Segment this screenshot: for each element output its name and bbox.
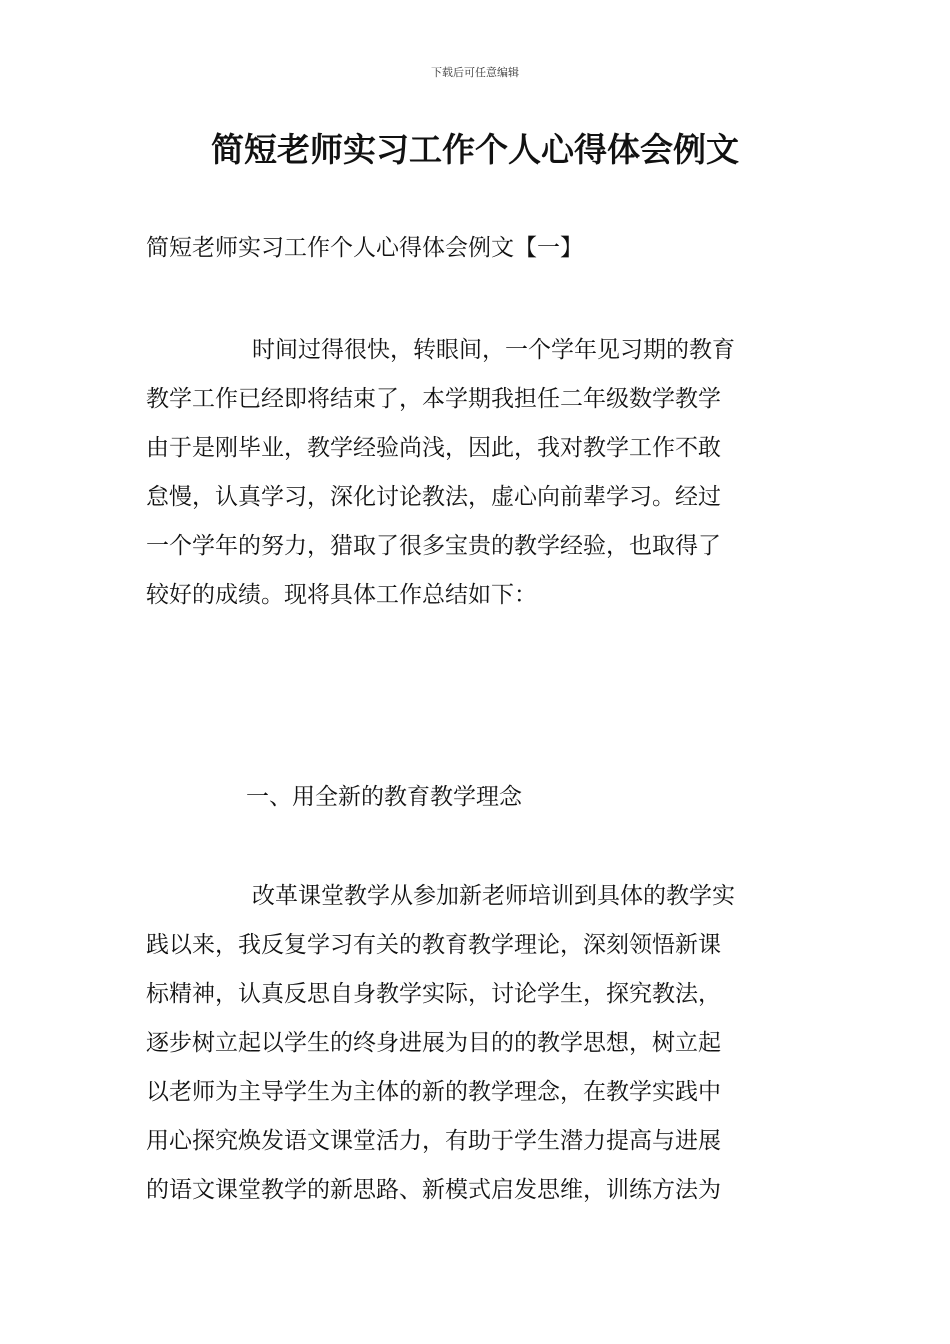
header-note: 下载后可任意编辑 — [431, 66, 519, 79]
section-heading: 一、用全新的教育教学理念 — [246, 784, 522, 810]
paragraph-line: 较好的成绩。现将具体工作总结如下： — [146, 582, 537, 608]
paragraph-line: 一个学年的努力，猎取了很多宝贵的教学经验，也取得了 — [146, 533, 721, 559]
paragraph-line: 用心探究焕发语文课堂活力，有助于学生潜力提高与进展 — [146, 1128, 721, 1154]
section-subtitle: 简短老师实习工作个人心得体会例文【一】 — [146, 235, 583, 261]
intro-paragraph — [146, 326, 806, 620]
paragraph-line: 时间过得很快，转眼间，一个学年见习期的教育 — [252, 337, 735, 363]
document-title: 简短老师实习工作个人心得体会例文 — [211, 130, 739, 169]
paragraph-line: 的语文课堂教学的新思路、新模式启发思维，训练方法为 — [146, 1177, 721, 1203]
paragraph-line: 怠慢，认真学习，深化讨论教法，虚心向前辈学习。经过 — [146, 484, 721, 510]
section-paragraph — [146, 872, 806, 1215]
paragraph-line: 践以来，我反复学习有关的教育教学理论，深刻领悟新课 — [146, 932, 721, 958]
paragraph-line: 以老师为主导学生为主体的新的教学理念，在教学实践中 — [146, 1079, 721, 1105]
paragraph-line: 教学工作已经即将结束了，本学期我担任二年级数学教学 — [146, 386, 721, 412]
paragraph-line: 逐步树立起以学生的终身进展为目的的教学思想，树立起 — [146, 1030, 721, 1056]
paragraph-line: 改革课堂教学从参加新老师培训到具体的教学实 — [252, 883, 735, 909]
paragraph-line: 标精神，认真反思自身教学实际，讨论学生，探究教法， — [146, 981, 721, 1007]
paragraph-line: 由于是刚毕业，教学经验尚浅，因此，我对教学工作不敢 — [146, 435, 721, 461]
